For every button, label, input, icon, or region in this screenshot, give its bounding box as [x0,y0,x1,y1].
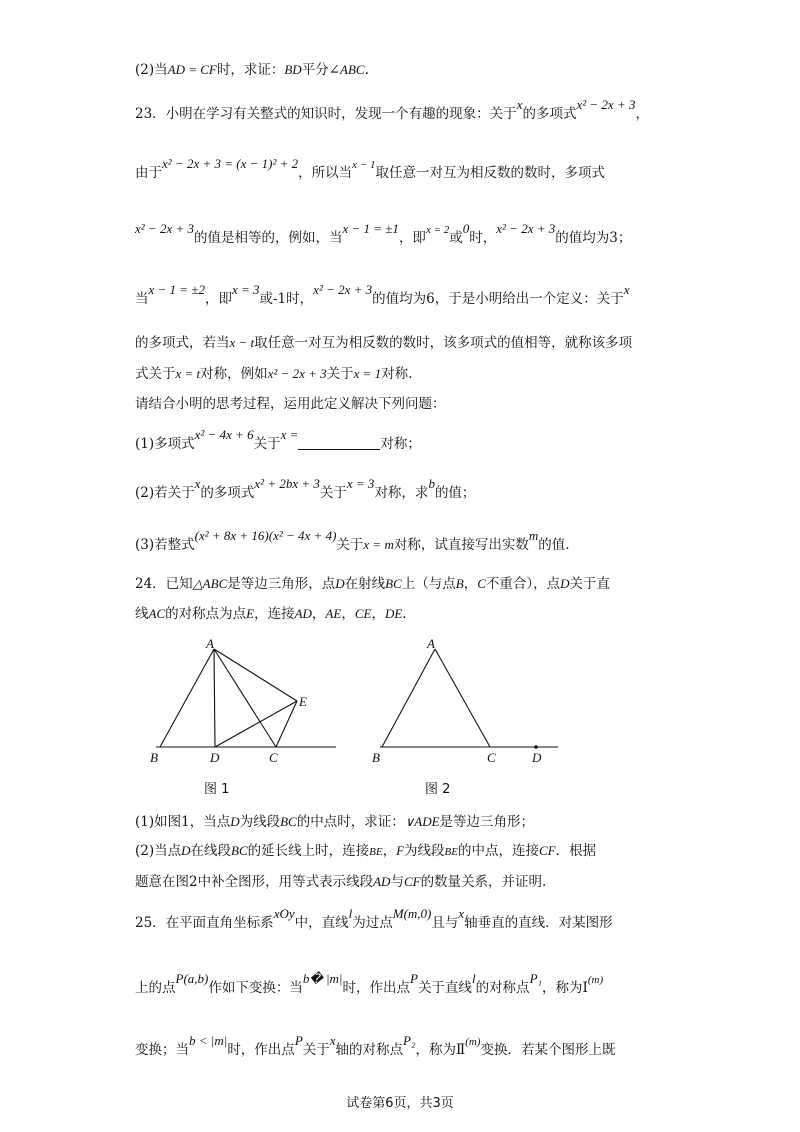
text: 上的点 [135,980,176,996]
math-bc: BC [280,814,297,829]
math-abc: ABC [340,62,365,77]
math-triangle-abc: △ABC [192,576,228,591]
text: ， [382,843,397,859]
q24-line1 [135,574,610,594]
text: (2)若关于 [135,485,195,501]
text: 关于 [326,366,354,382]
math-p: P [294,1033,303,1048]
math-p-ab: P(a,b) [175,971,209,986]
text: 对称，例如 [200,366,268,382]
math-poly: x² − 2x + 3 [313,282,373,297]
text: . [364,62,369,78]
text: 的中点时，求证： [296,814,405,830]
text: 作如下变换：当 [208,980,303,996]
math-x-2: x = 2 [425,224,450,236]
fig1-label-b: B [150,750,158,765]
fig1-segment-ce [276,701,297,747]
fig2-point-d [534,745,538,749]
text: 请结合小明的思考过程，运用此定义解决下列问题： [135,396,446,412]
text: 的对称点 [475,980,530,996]
text: 的数量关系，并证明. [420,874,547,890]
text: 当 [135,291,149,307]
text: ，所以当 [298,165,353,181]
q24-part3 [135,872,546,892]
fig2-side-ac [435,649,490,747]
math-cf: CF [403,874,421,889]
text: ，连接 [254,606,295,622]
text: 的值； [434,485,476,501]
math-ad-eq-cf: AD = CF [167,62,217,77]
text: 23．小明在学习有关整式的知识时，发现一个有趣的现象：关于 [135,106,517,122]
text: 不重合），点 [485,576,561,592]
fig2-label-b: B [372,750,380,765]
q23-part1 [135,427,421,454]
math-ce: CE [354,606,372,621]
math-bc: BC [385,576,402,591]
math-x-1: x = 1 [353,366,382,381]
text: 时，求证： [216,62,285,78]
text: 的值. [538,537,570,553]
math-m-sup: (m) [465,1036,481,1048]
text: 或 [449,230,463,246]
math-bd: BD [284,62,302,77]
fig2-label-c: C [487,750,496,765]
math-poly: x² − 4x + 6 [194,427,254,442]
math-m: m [528,528,539,543]
math-poly: x² − 2x + 3 [496,221,556,236]
text: 关于 [336,537,364,553]
q24-part1 [135,812,534,832]
math-x: x [458,906,465,921]
text: 关于直 [569,576,611,592]
q23-line7 [135,394,446,414]
text: 为过点 [352,915,393,931]
text: 的值是相等的，例如，当 [193,230,343,246]
text: 取任意一对互为相反数的数时，多项式 [375,165,605,181]
math-ad: AD [373,874,391,889]
fig1-segment-de [215,701,297,747]
math-m-point: M(m,0) [392,906,432,921]
fig1-segment-ad [214,649,215,747]
text: 对称，求 [374,485,429,501]
text: (2)当点 [135,843,182,859]
text: 对称，试直接写出实数 [393,537,529,553]
text: ．根据 [555,843,597,859]
text: 变换．若某个图形上既 [480,1042,616,1058]
text: 的多项式，若当 [135,335,230,351]
text: 是等边三角形； [439,814,535,830]
math-ad: AD [294,606,312,621]
text: (2)当 [135,62,168,78]
q25-line2 [135,971,604,999]
math-x-eq-m: x = m [363,537,394,552]
math-zero: 0 [462,221,470,236]
math-eq: x − 1 = ±2 [148,282,205,297]
q22-part2-line [135,60,369,80]
math-x-3: x = 3 [231,282,260,297]
math-d: D [335,576,345,591]
math-d: D [230,814,240,829]
text: 题意在图2中补全图形，用等式表示线段 [135,874,374,890]
math-triangle-ade: ∨ADE [404,814,440,829]
math-x: x [623,282,630,297]
text: 由于 [135,165,162,181]
math-ae: AE [325,606,342,621]
text: 取任意一对互为相反数的数时，该多项式的值相等，就称该多项 [254,335,633,351]
text: 的值均为3； [555,230,632,246]
math-de: DE [384,606,403,621]
q24-part2 [135,841,596,862]
text: 对称. [381,366,413,382]
fig1-label-d: D [210,750,220,765]
text: 轴垂直的直线．对某图形 [464,915,613,931]
fig2-label-d: D [532,750,542,765]
q25-line1 [135,906,613,933]
text: 的多项式 [200,485,255,501]
q23-line5 [135,333,632,353]
q23-line6 [135,364,412,384]
text: 关于 [302,1042,330,1058]
text: (1)多项式 [135,436,195,452]
math-d: D [560,576,570,591]
q23-part2 [135,476,476,503]
text: 为线段 [404,843,445,859]
text: ， [341,606,355,622]
math-e: E [246,606,255,621]
math-x: x [194,476,201,491]
text: 的对称点为点 [165,606,247,622]
text: 或-1时， [259,291,314,307]
math-b: b [428,476,435,491]
text: 关于 [253,436,281,452]
text: ，称为Ⅰ [542,980,588,996]
text: (1)如图1，当点 [135,814,231,830]
text: 在射线 [344,576,386,592]
math-bc: BC [231,843,248,858]
math-p: P [409,971,418,986]
fig1-label-e: E [299,694,307,709]
answer-blank[interactable] [298,437,380,450]
math-xoy: xOy [273,906,295,921]
fig1-label-c: C [269,750,278,765]
math-cf: CF [539,843,556,858]
math-condition: b < |m| [189,1033,228,1048]
text: ，即 [398,230,426,246]
text: 上（与点 [401,576,456,592]
text: 为线段 [239,814,281,830]
fig1-side-ab [160,649,214,747]
fig2-label-a: A [427,636,435,651]
page-footer: 试卷第6页，共3页 [346,1096,454,1111]
math-x: x [329,1033,336,1048]
text: 的值均为6，于是小明给出一个定义：关于 [372,291,624,307]
math-x-minus-t: x − t [229,335,255,350]
text: . [402,606,407,622]
math-p1: P₁ [529,971,543,986]
math-l: l [348,906,353,921]
math-poly: x² − 2x + 3 [576,97,636,112]
text: 在线段 [190,843,232,859]
q23-line4 [135,282,630,309]
math-x: x [516,97,523,112]
math-poly: x² − 2x + 3 [267,366,327,381]
fig1-label-a: A [206,636,214,651]
text: 25．在平面直角坐标系 [135,915,274,931]
math-l: l [471,971,476,986]
text: 变换；当 [135,1042,189,1058]
math-poly: x² − 2x + 3 [135,221,194,236]
text: ， [635,106,649,122]
text: 的中点，连接 [458,843,539,859]
text: (3)若整式 [135,537,195,553]
text: 与 [390,874,404,890]
math-d: D [181,843,191,858]
text: 线 [135,606,149,622]
text: ， [311,606,326,622]
fig1-side-ac [214,649,276,747]
q23-part3 [135,528,570,555]
fig1-segment-ae [214,649,297,701]
q24-line2 [135,604,407,624]
math-b-point: B [455,576,464,591]
figure-2-caption: 图 2 [425,782,451,797]
text: 且与 [431,915,459,931]
text: ，称为Ⅱ [415,1042,466,1058]
math-be: BE [369,846,383,858]
math-condition: b� |m| [302,971,343,986]
text: 的延长线上时，连接 [247,843,370,859]
math-x-minus-1: x − 1 [352,159,376,171]
text: ，即 [204,291,232,307]
math-c: C [477,576,486,591]
fig2-side-ab [382,649,435,747]
math-x-eq-t: x = t [175,366,201,381]
text: 24．已知 [135,576,193,592]
text: 关于 [319,485,347,501]
text: ， [463,576,478,592]
text: ， [371,606,385,622]
math-p2: P₂ [403,1033,416,1048]
text: 中，直线 [294,915,349,931]
text: 式关于 [135,366,176,382]
q25-line3 [135,1033,616,1061]
text: 关于直线 [417,980,472,996]
math-be: BE [444,846,458,858]
q23-line2 [135,156,605,184]
q23-line1 [135,97,649,124]
math-ac: AC [148,606,166,621]
math-f: F [396,843,405,858]
math-eq: x² − 2x + 3 = (x − 1)² + 2 [162,156,299,171]
text: 轴的对称点 [335,1042,404,1058]
text: 时，作出点 [342,980,410,996]
math-eq: x − 1 = ±1 [342,221,399,236]
math-poly: (x² + 8x + 16)(x² − 4x + 4) [194,528,337,543]
math-x-eq: x = [280,427,299,442]
text: 时， [469,230,497,246]
text: 是等边三角形，点 [227,576,336,592]
q23-line3 [135,221,632,249]
math-poly: x² + 2bx + 3 [254,476,320,491]
text: 的多项式 [522,106,577,122]
figure-1-caption: 图 1 [204,782,230,797]
text: 平分∠ [301,62,340,78]
math-m-sup: (m) [587,974,604,986]
figure-1 [140,636,340,766]
math-x-3: x = 3 [346,476,375,491]
figure-2 [360,636,565,766]
text: 时，作出点 [227,1042,295,1058]
text: 对称； [380,436,421,452]
